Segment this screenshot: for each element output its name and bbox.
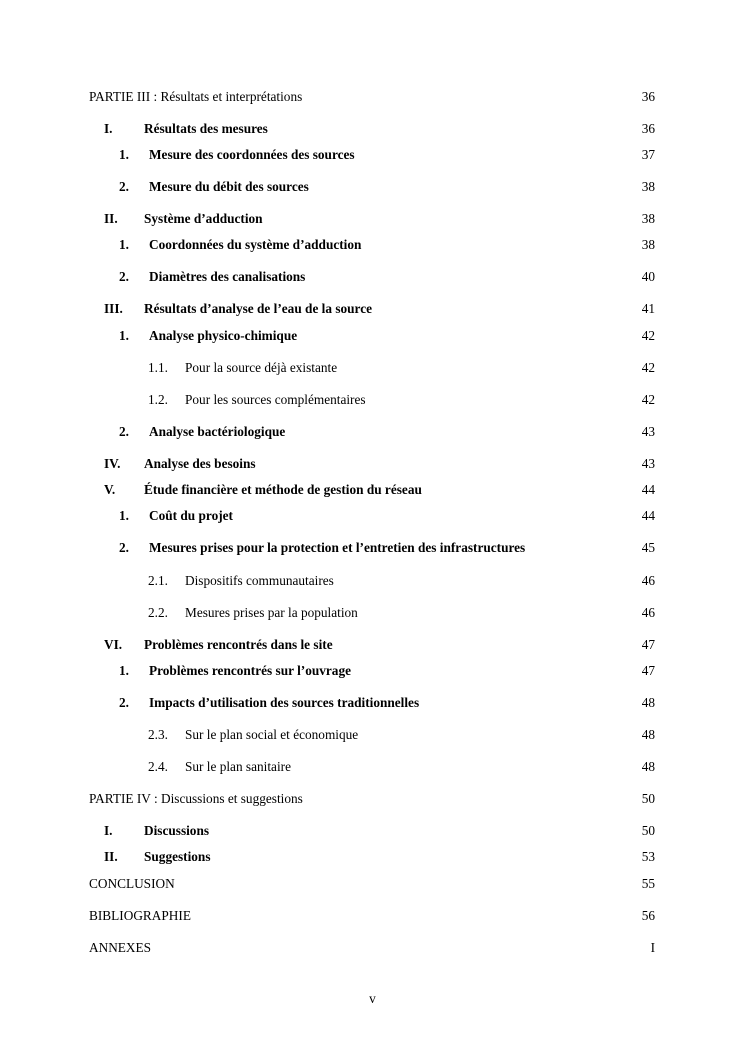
toc-entry[interactable] <box>148 572 655 590</box>
toc-entry-title: ANNEXES <box>89 940 152 955</box>
toc-entry-title: Analyse physico-chimique <box>149 328 298 343</box>
toc-entry[interactable] <box>119 268 655 286</box>
toc-entry-number: 2.2. <box>148 605 168 620</box>
toc-entry-page: 56 <box>641 908 655 923</box>
toc-entry-title: Analyse bactériologique <box>149 424 286 439</box>
toc-entry[interactable] <box>104 455 655 473</box>
toc-entry-number: VI. <box>104 637 123 652</box>
toc-entry-title: Coût du projet <box>149 508 233 523</box>
toc-entry-number: I. <box>104 121 113 136</box>
toc-entry-title: Dispositifs communautaires <box>185 573 334 588</box>
toc-entry[interactable] <box>148 758 655 776</box>
toc-entry-page: 45 <box>641 540 655 555</box>
toc-entry-title: Pour les sources complémentaires <box>185 392 366 407</box>
toc-entry-page: 38 <box>641 237 655 252</box>
toc-entry-page: 48 <box>641 695 655 710</box>
toc-entry[interactable] <box>89 907 655 925</box>
toc-entry-page: 42 <box>641 360 655 375</box>
toc-entry-number: 2. <box>119 424 129 439</box>
toc-entry-page: 41 <box>641 301 655 316</box>
toc-entry-page: 38 <box>641 211 655 226</box>
toc-entry-page: 40 <box>641 269 655 284</box>
toc-entry-page: 44 <box>641 482 655 497</box>
toc-entry-title: BIBLIOGRAPHIE <box>89 908 191 923</box>
toc-entry[interactable] <box>119 662 655 680</box>
toc-entry-number: III. <box>104 301 123 316</box>
toc-entry-page: 48 <box>641 727 655 742</box>
toc-entry-page: 48 <box>641 759 655 774</box>
toc-entry-number: 2. <box>119 179 129 194</box>
toc-entry[interactable] <box>89 939 655 957</box>
toc-entry-page: 36 <box>641 89 655 104</box>
toc-entry[interactable] <box>119 423 655 441</box>
toc-entry-number: 2. <box>119 540 129 555</box>
toc-entry-title: Mesure des coordonnées des sources <box>149 147 355 162</box>
toc-entry-page: 47 <box>641 637 655 652</box>
toc-entry[interactable] <box>104 300 655 318</box>
toc-entry-title: Coordonnées du système d’adduction <box>149 237 362 252</box>
toc-entry-title: Mesures prises pour la protection et l’entretien des infrastructures <box>149 540 526 555</box>
toc-entry-title: Résultats d’analyse de l’eau de la source <box>144 301 373 316</box>
toc-entry-page: 43 <box>641 424 655 439</box>
toc-entry-number: 1. <box>119 663 129 678</box>
toc-entry-page: 50 <box>641 791 655 806</box>
toc-entry-title: Sur le plan sanitaire <box>185 759 291 774</box>
toc-entry-page: 46 <box>641 573 655 588</box>
toc-entry-title: Système d’adduction <box>144 211 263 226</box>
toc-entry-number: 1. <box>119 147 129 162</box>
toc-entry-page: 42 <box>641 392 655 407</box>
toc-entry-title: Discussions <box>144 823 210 838</box>
toc-entry-page: 44 <box>641 508 655 523</box>
toc-entry-title: PARTIE III : Résultats et interprétations <box>89 89 303 104</box>
toc-entry[interactable] <box>119 236 655 254</box>
toc-entry-title: Résultats des mesures <box>144 121 268 136</box>
toc-entry-title: Pour la source déjà existante <box>185 360 338 375</box>
toc-entry-page: 55 <box>641 876 655 891</box>
toc-entry-number: 1.1. <box>148 360 168 375</box>
toc-entry-title: Suggestions <box>144 849 211 864</box>
toc-entry[interactable] <box>104 210 655 228</box>
toc-entry-title: CONCLUSION <box>89 876 175 891</box>
toc-entry[interactable] <box>148 604 655 622</box>
toc-entry-number: V. <box>104 482 116 497</box>
toc-entry[interactable] <box>104 848 655 866</box>
toc-entry-number: 2.3. <box>148 727 168 742</box>
toc-entry-title: Diamètres des canalisations <box>149 269 306 284</box>
toc-entry-number: IV. <box>104 456 121 471</box>
toc-entry[interactable] <box>89 88 655 106</box>
toc-entry-number: II. <box>104 849 118 864</box>
toc-entry[interactable] <box>148 359 655 377</box>
toc-entry-number: 2. <box>119 269 129 284</box>
toc-entry[interactable] <box>119 327 655 345</box>
toc-entry-number: 1.2. <box>148 392 168 407</box>
footer-page-number: v <box>369 991 376 1006</box>
toc-entry[interactable] <box>119 539 655 557</box>
toc-entry-number: I. <box>104 823 113 838</box>
toc-entry[interactable] <box>119 146 655 164</box>
toc-entry-number: II. <box>104 211 118 226</box>
toc-entry-page: I <box>650 940 655 955</box>
toc-entry-page: 36 <box>641 121 655 136</box>
toc-entry-number: 1. <box>119 328 129 343</box>
toc-entry-title: Mesures prises par la population <box>185 605 358 620</box>
toc-entry-page: 47 <box>641 663 655 678</box>
toc-entry-page: 43 <box>641 456 655 471</box>
toc-entry[interactable] <box>104 120 655 138</box>
toc-entry-number: 2. <box>119 695 129 710</box>
toc-entry-title: Analyse des besoins <box>144 456 256 471</box>
toc-entry-page: 42 <box>641 328 655 343</box>
toc-entry-title: Impacts d’utilisation des sources traditionnelles <box>149 695 420 710</box>
toc-entry[interactable] <box>119 507 655 525</box>
toc-entry[interactable] <box>89 875 655 893</box>
toc-entry[interactable] <box>119 178 655 196</box>
toc-entry-page: 53 <box>641 849 655 864</box>
toc-entry[interactable] <box>104 636 655 654</box>
toc-entry-page: 38 <box>641 179 655 194</box>
toc-entry-title: Étude financière et méthode de gestion du réseau <box>144 482 422 497</box>
toc-entry[interactable] <box>148 391 655 409</box>
toc-entry-title: Mesure du débit des sources <box>149 179 309 194</box>
toc-entry-title: Problèmes rencontrés sur l’ouvrage <box>149 663 352 678</box>
toc-entry-title: Sur le plan social et économique <box>185 727 359 742</box>
toc-entry-number: 2.4. <box>148 759 168 774</box>
toc-entry-number: 2.1. <box>148 573 168 588</box>
toc-entry-number: 1. <box>119 237 129 252</box>
toc-entry[interactable] <box>119 694 655 712</box>
toc-entry[interactable] <box>89 790 655 808</box>
toc-entry-page: 50 <box>641 823 655 838</box>
toc-entry-title: PARTIE IV : Discussions et suggestions <box>89 791 303 806</box>
toc-entry[interactable] <box>148 726 655 744</box>
toc-entry[interactable] <box>104 822 655 840</box>
toc-entry[interactable] <box>104 481 655 499</box>
toc-entry-title: Problèmes rencontrés dans le site <box>144 637 333 652</box>
toc-entry-page: 37 <box>641 147 655 162</box>
toc-entry-number: 1. <box>119 508 129 523</box>
toc-entry-page: 46 <box>641 605 655 620</box>
